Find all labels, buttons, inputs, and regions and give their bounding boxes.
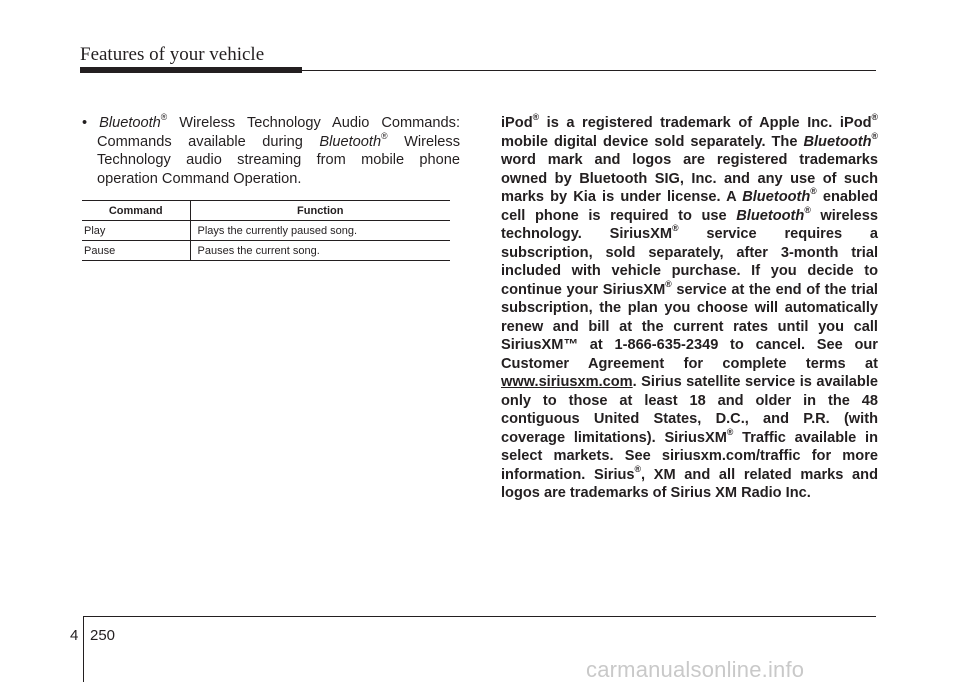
tm-text: iPod	[501, 115, 533, 131]
bluetooth-term: Bluetooth	[803, 133, 872, 150]
registered-mark: ®	[532, 112, 540, 123]
bullet: •	[82, 115, 88, 131]
table-row	[82, 221, 450, 241]
tm-text: enabled cell phone is required to use	[501, 189, 879, 224]
page-header-title: Features of your vehicle	[80, 44, 265, 65]
registered-mark: ®	[672, 223, 679, 234]
chapter-number: 4	[70, 627, 79, 644]
registered-mark: ®	[804, 204, 811, 215]
command-cell: Play	[82, 221, 190, 241]
intro-text-1: Wireless Technology Audio Commands: Commands available during	[97, 115, 460, 150]
bluetooth-term: Bluetooth	[736, 207, 805, 224]
command-table	[82, 200, 450, 261]
registered-mark: ®	[634, 463, 641, 474]
registered-mark: ®	[871, 130, 878, 141]
footer-horizontal-rule	[83, 616, 876, 617]
registered-mark: ®	[726, 426, 734, 437]
function-cell: Plays the currently paused song.	[190, 221, 450, 241]
registered-mark: ®	[381, 130, 388, 141]
registered-mark: ®	[871, 112, 878, 123]
registered-mark: ®	[665, 278, 672, 289]
intro-text-2: Wireless Technology audio streaming from mobile phone operation Command Operation.	[97, 133, 461, 187]
tm-text: service at the end of the trial subscription, the plan you choose will automatically renew and bill at the current rates until you call SiriusXM™ at 1-866-635-2349 to cancel. See our Customer Agreement for complete terms at	[501, 281, 878, 372]
tm-text: mobile digital device sold separately. The	[501, 133, 804, 150]
siriusxm-link[interactable]: www.siriusxm.com	[501, 374, 633, 390]
commands-section	[82, 114, 460, 188]
table-row	[82, 241, 450, 261]
column-header-command: Command	[82, 201, 190, 221]
tm-text: Traffic available in select markets. See siriusxm.com/traffic for more information. Sirius	[501, 429, 878, 483]
tm-text: service requires a subscription, sold separately, after 3-month trial included with vehicle purchase. If you decide to continue your SiriusXM	[501, 226, 879, 298]
function-cell: Pauses the current song.	[190, 241, 450, 261]
header-rule-thin	[302, 70, 876, 71]
trademark-notice	[501, 114, 878, 503]
tm-text: is a registered trademark of Apple Inc. iPod	[539, 115, 872, 131]
table-header-row	[82, 201, 450, 221]
footer-vertical-rule	[83, 616, 84, 682]
tm-text: word mark and logos are registered trademarks owned by Bluetooth SIG, Inc. and any use of such marks by Kia is under license. A	[501, 152, 878, 205]
bluetooth-term: Bluetooth	[99, 115, 161, 131]
page-number: 250	[90, 627, 116, 644]
registered-mark: ®	[810, 186, 817, 197]
registered-mark: ®	[160, 112, 168, 123]
command-cell: Pause	[82, 241, 190, 261]
tm-text: . Sirius satellite service is available only to those at least 18 and older in the 48 contiguous United States, D.C., and P.R. (with coverage limitations). SiriusXM	[501, 374, 878, 446]
column-header-function: Function	[190, 201, 450, 221]
bluetooth-term: Bluetooth	[742, 189, 811, 205]
tm-text: wireless technology. SiriusXM	[501, 207, 878, 242]
tm-text: , XM and all related marks and logos are trademarks of Sirius XM Radio Inc.	[501, 466, 878, 501]
bluetooth-term: Bluetooth	[319, 133, 382, 150]
commands-intro-paragraph	[82, 114, 460, 188]
watermark: carmanualsonline.info	[586, 657, 805, 682]
header-rule-thick	[80, 67, 302, 73]
